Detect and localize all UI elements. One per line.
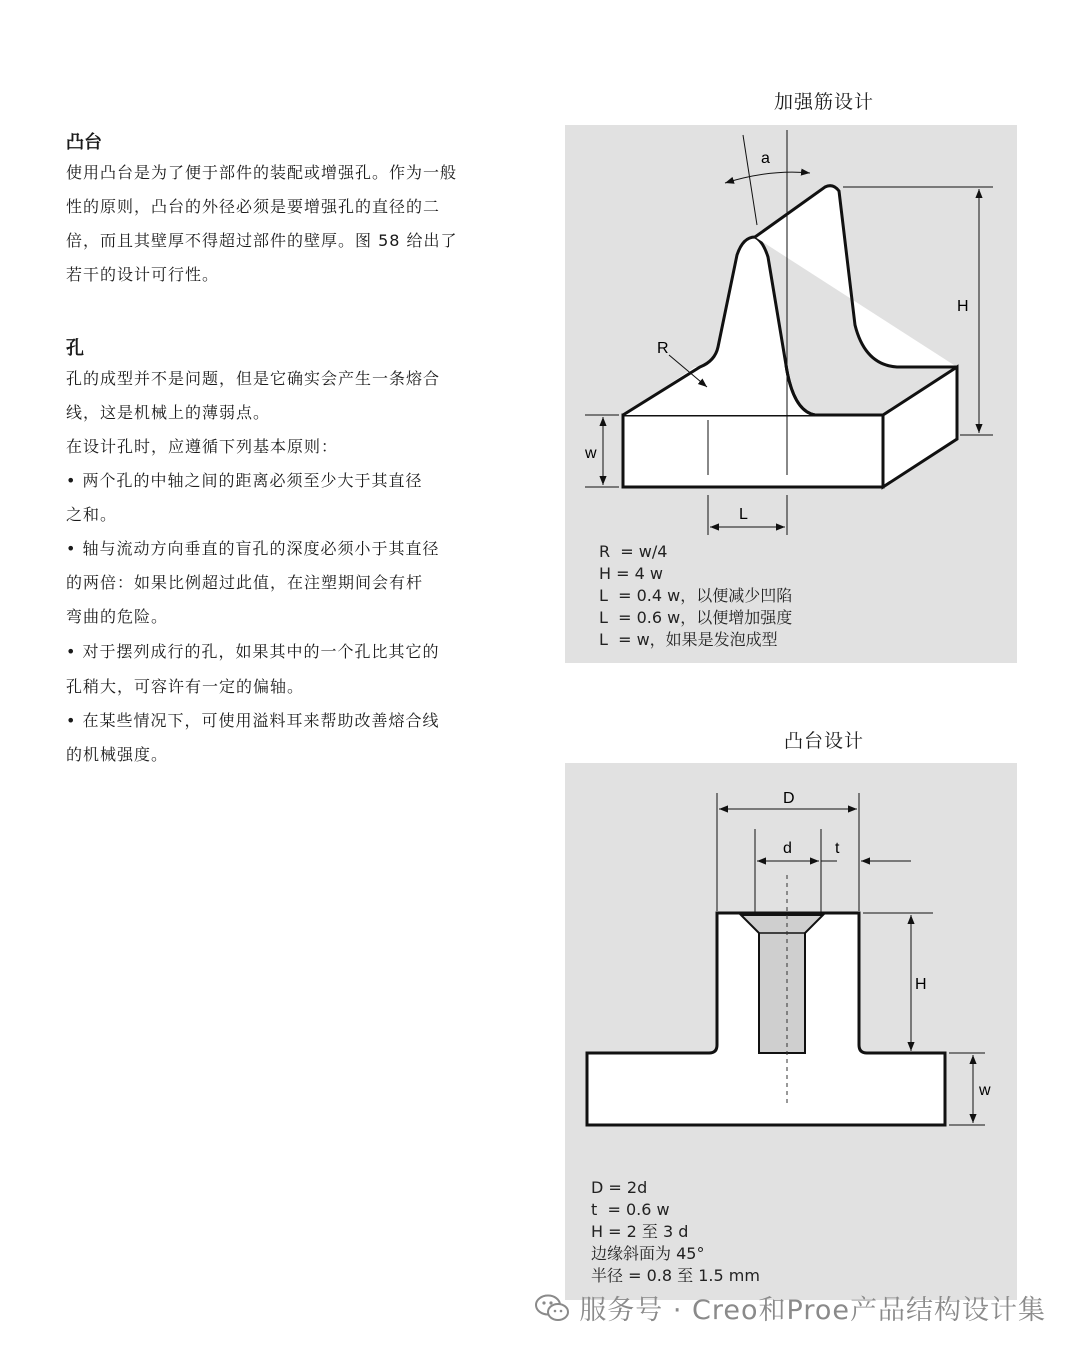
watermark-text: 服务号 · Creo和Proe产品结构设计集 — [579, 1295, 1046, 1326]
rib-top-profile — [755, 186, 957, 367]
label-H: H — [957, 298, 969, 315]
boss-formula-4: 边缘斜面为 45° — [591, 1244, 705, 1263]
rib-formula-4: L = 0.6 w，以便增加强度 — [599, 608, 793, 627]
hole-line-4: • 两个孔的中轴之间的距离必须至少大于其直径 — [66, 471, 423, 490]
rib-formula-1: R = w/4 — [599, 542, 668, 561]
boss-line-1: 使用凸台是为了便于部件的装配或增强孔。作为一般 — [66, 163, 458, 182]
label-H-boss: H — [915, 976, 927, 993]
boss-formula-2: t = 0.6 w — [591, 1200, 670, 1219]
hole-line-1: 孔的成型并不是问题，但是它确实会产生一条熔合 — [66, 369, 441, 388]
label-a: a — [761, 150, 770, 167]
hole-line-8: 弯曲的危险。 — [66, 607, 169, 626]
label-d: d — [783, 840, 792, 857]
boss-line-3: 倍，而且其壁厚不得超过部件的壁厚。图 58 给出了 — [66, 231, 458, 250]
hole-heading: 孔 — [66, 338, 84, 359]
hole-line-3: 在设计孔时，应遵循下列基本原则： — [66, 437, 339, 456]
label-w: w — [585, 445, 597, 462]
hole-line-12: 的机械强度。 — [66, 745, 169, 764]
boss-heading: 凸台 — [66, 132, 102, 153]
wechat-icon — [535, 1294, 569, 1322]
rib-figure-title: 加强筋设计 — [773, 91, 874, 113]
boss-line-4: 若干的设计可行性。 — [66, 265, 220, 284]
boss-figure-title: 凸台设计 — [783, 730, 864, 752]
label-L: L — [739, 506, 748, 523]
label-R: R — [657, 340, 669, 357]
hole-line-11: • 在某些情况下，可使用溢料耳来帮助改善熔合线 — [66, 711, 440, 730]
rib-formula-3: L = 0.4 w，以便减少凹陷 — [599, 586, 793, 605]
boss-formula-3: H = 2 至 3 d — [591, 1222, 689, 1241]
boss-figure-panel — [565, 763, 1017, 1300]
boss-diagram — [565, 763, 1017, 1183]
rib-formula-5: L = w，如果是发泡成型 — [599, 630, 778, 649]
label-t: t — [835, 840, 840, 857]
rib-formula-2: H = 4 w — [599, 564, 663, 583]
rib-figure-panel — [565, 125, 1017, 663]
boss-formula-1: D = 2d — [591, 1178, 648, 1197]
hole-line-7: 的两倍：如果比例超过此值，在注塑期间会有杆 — [66, 573, 424, 592]
boss-formula-5: 半径 = 0.8 至 1.5 mm — [591, 1266, 760, 1285]
boss-line-2: 性的原则，凸台的外径必须是要增强孔的直径的二 — [66, 197, 441, 216]
hole-line-5: 之和。 — [66, 505, 118, 524]
label-D: D — [783, 790, 795, 807]
hole-line-10: 孔稍大，可容许有一定的偏轴。 — [66, 677, 305, 696]
rib-base-front — [623, 415, 883, 487]
angle-a-arrow — [725, 172, 810, 183]
hole-line-6: • 轴与流动方向垂直的盲孔的深度必须小于其直径 — [66, 539, 440, 558]
rib-base-side — [883, 367, 957, 487]
watermark — [535, 1288, 1046, 1327]
hole-line-9: • 对于摆列成行的孔，如果其中的一个孔比其它的 — [66, 642, 440, 661]
hole-line-2: 线，这是机械上的薄弱点。 — [66, 403, 271, 422]
label-w-boss: w — [979, 1082, 991, 1099]
